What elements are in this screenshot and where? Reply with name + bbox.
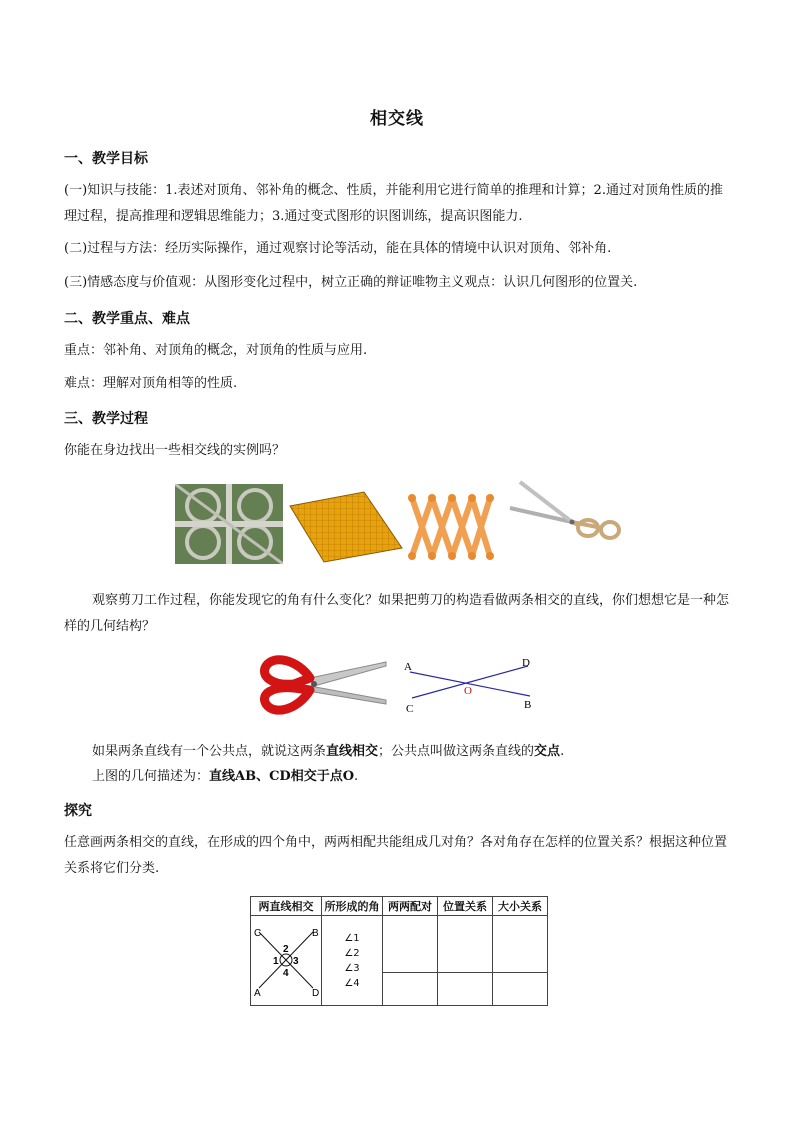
- definition-text-2: ；公共点叫做这两条直线的: [378, 744, 535, 759]
- table-header: 大小关系: [493, 897, 548, 916]
- angle-item: ∠2: [344, 947, 360, 959]
- goal-process: (二)过程与方法：经历实际操作，通过观察讨论等活动，能在具体的情境中认识对顶角、邻补角.: [64, 241, 612, 256]
- position-relation-cell: [438, 973, 493, 1006]
- description-period: .: [354, 769, 359, 784]
- table-header: 位置关系: [438, 897, 493, 916]
- angle-item: ∠4: [344, 977, 360, 989]
- diagram-label-d: D: [312, 988, 320, 999]
- table-row: [251, 916, 548, 973]
- position-relation-cell: [438, 916, 493, 973]
- table-header: 所形成的角: [322, 897, 383, 916]
- diagram-label-c: C: [254, 928, 262, 939]
- keypoint-focus: 重点：邻补角、对顶角的概念，对顶角的性质与应用.: [64, 343, 368, 358]
- table-header: 两两配对: [383, 897, 438, 916]
- angle-relations-table: [250, 896, 548, 1006]
- highway-interchange-image: [175, 484, 283, 564]
- diagram-label-a: A: [254, 988, 261, 999]
- diagram-angle-2: 2: [283, 944, 289, 955]
- section-heading-goals: 一、教学目标: [64, 151, 148, 167]
- label-a: A: [404, 661, 412, 673]
- angles-cell: [322, 916, 383, 1006]
- diagram-angle-4: 4: [283, 968, 289, 979]
- red-scissors-image: [258, 652, 390, 718]
- table-header-row: [251, 897, 548, 916]
- label-o: O: [464, 685, 472, 697]
- diagram-angle-1: 1: [273, 956, 279, 967]
- definition-period: .: [560, 744, 565, 759]
- size-relation-cell: [493, 973, 548, 1006]
- diagram-label-b: B: [312, 928, 319, 939]
- intersection-diagram-cell: [251, 916, 322, 1006]
- pairing-cell: [383, 973, 438, 1006]
- pairing-cell: [383, 916, 438, 973]
- angle-item: ∠1: [344, 932, 360, 944]
- description-text: 上图的几何描述为：: [92, 769, 210, 784]
- scissors-photo-image: [506, 478, 624, 544]
- label-d: D: [522, 657, 530, 669]
- definition-text-1: 如果两条直线有一个公共点，就说这两条: [92, 744, 327, 759]
- label-b: B: [524, 699, 532, 711]
- section-heading-explore: 探究: [64, 803, 92, 819]
- goal-attitude: (三)情感态度与价值观：从图形变化过程中，树立正确的辩证唯物主义观点：认识几何图形的位置关.: [64, 275, 638, 290]
- section-heading-keypoints: 二、教学重点、难点: [64, 311, 190, 327]
- label-c: C: [406, 703, 414, 715]
- term-intersection-point: 交点: [534, 744, 561, 759]
- table-header: 两直线相交: [251, 897, 322, 916]
- question-examples: 你能在身边找出一些相交线的实例吗？: [64, 443, 286, 458]
- page-title: 相交线: [370, 109, 424, 129]
- size-relation-cell: [493, 916, 548, 973]
- diagram-angle-3: 3: [293, 956, 299, 967]
- description-paragraph: [64, 764, 729, 790]
- grid-board-image: [286, 490, 404, 564]
- description-statement: 直线AB、CD相交于点O: [209, 769, 355, 784]
- lattice-gate-image: [406, 490, 494, 566]
- section-heading-process: 三、教学过程: [64, 411, 148, 427]
- explore-paragraph: 任意画两条相交的直线，在形成的四个角中，两两相配共能组成几对角？各对角存在怎样的位置关系？根据这种位置关系将它们分类.: [64, 835, 728, 876]
- goal-knowledge: (一)知识与技能：1.表述对顶角、邻补角的概念、性质，并能利用它进行简单的推理和计算；2.通过对顶角性质的推理过程，提高推理和逻辑思维能力；3.通过变式图形的识图训练，提高识图能力.: [64, 183, 723, 224]
- scissors-paragraph: 观察剪刀工作过程，你能发现它的角有什么变化？如果把剪刀的构造看做两条相交的直线，你们想想它是一种怎样的几何结构？: [64, 593, 730, 634]
- angle-item: ∠3: [344, 962, 360, 974]
- term-lines-intersect: 直线相交: [326, 744, 379, 759]
- intersection-diagram: [251, 916, 321, 1002]
- intersecting-lines-figure: [400, 652, 550, 716]
- keypoint-difficulty: 难点：理解对顶角相等的性质.: [64, 376, 238, 391]
- definition-paragraph: [64, 739, 729, 765]
